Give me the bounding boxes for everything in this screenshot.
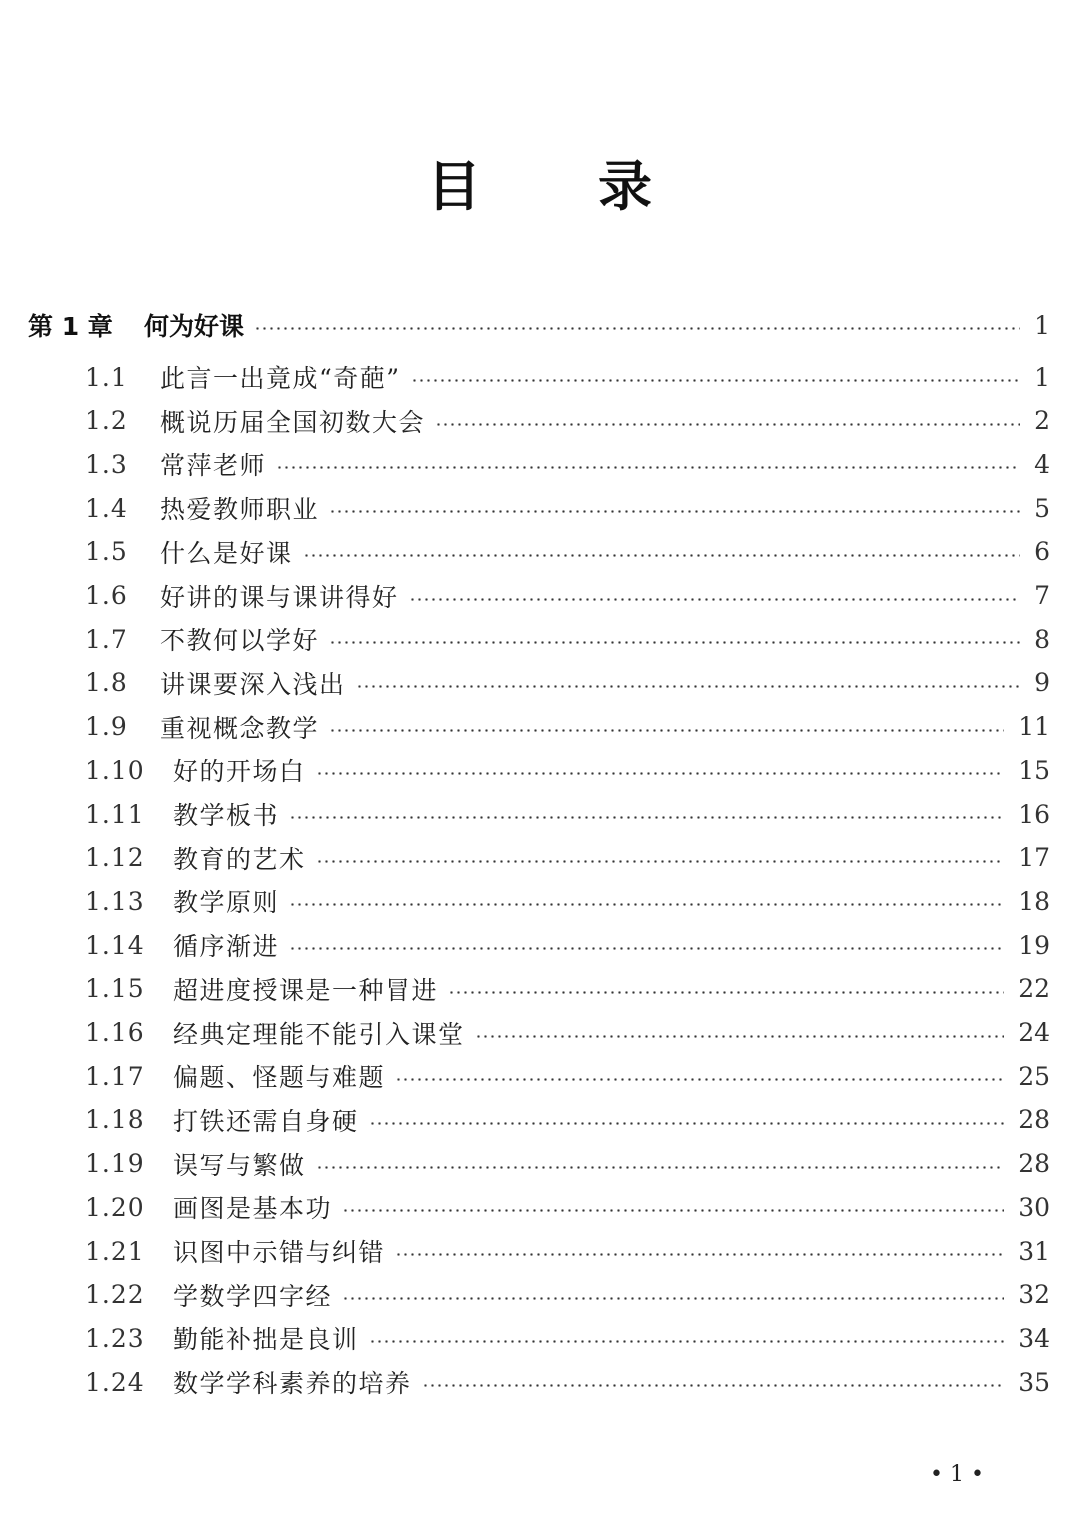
dot-leader: [254, 327, 1020, 330]
section-number: 1.8: [85, 668, 128, 698]
section-title: 概说历届全国初数大会: [160, 407, 426, 437]
toc-section-entry[interactable]: [0, 838, 1078, 878]
section-title: 热爱教师职业: [160, 495, 320, 525]
toc-section-entry[interactable]: [0, 1187, 1078, 1227]
toc-section-entry[interactable]: [0, 1318, 1078, 1358]
section-number: 1.10: [85, 755, 145, 785]
dot-leader: [289, 816, 1004, 819]
section-title: 识图中示错与纠错: [173, 1238, 386, 1267]
toc-section-entry[interactable]: [0, 1362, 1078, 1402]
section-number: 1.7: [85, 624, 128, 654]
chapter-number: 第 1 章: [28, 312, 113, 341]
section-number: 1.19: [85, 1149, 145, 1179]
dot-leader: [409, 598, 1021, 601]
section-number: 1.14: [85, 930, 145, 960]
section-number: 1.18: [85, 1105, 145, 1135]
page-title-char-2: 录: [598, 155, 652, 218]
section-number: 1.5: [85, 537, 128, 567]
toc-section-entry[interactable]: [0, 1144, 1078, 1184]
section-title: 勤能补拙是良训: [173, 1325, 359, 1355]
dot-leader: [342, 1297, 1004, 1300]
section-title: 常萍老师: [160, 451, 267, 481]
toc-chapter-entry[interactable]: [0, 305, 1078, 345]
section-page-number: 1: [1034, 362, 1050, 392]
section-page-number: 6: [1034, 537, 1050, 567]
chapter-page-number: 1: [1034, 310, 1050, 340]
dot-leader: [356, 685, 1021, 688]
dot-leader: [316, 860, 1005, 863]
dot-leader: [395, 1078, 1004, 1081]
section-title: 经典定理能不能引入课堂: [173, 1019, 465, 1049]
section-page-number: 15: [1018, 755, 1050, 785]
section-title: 重视概念教学: [160, 713, 320, 743]
toc-section-entry[interactable]: [0, 357, 1078, 397]
section-title: 画图是基本功: [173, 1194, 333, 1224]
section-title: 教育的艺术: [173, 844, 306, 874]
section-page-number: 11: [1018, 712, 1050, 742]
section-page-number: 30: [1018, 1192, 1050, 1222]
section-number: 1.12: [85, 843, 145, 873]
section-page-number: 8: [1034, 624, 1050, 654]
page-title: [0, 152, 1078, 222]
toc-section-entry[interactable]: [0, 576, 1078, 616]
section-title: 教学原则: [173, 888, 280, 918]
section-number: 1.20: [85, 1192, 145, 1222]
toc-section-entry[interactable]: [0, 794, 1078, 834]
section-page-number: 18: [1018, 886, 1050, 916]
section-number: 1.2: [85, 406, 128, 436]
section-title: 讲课要深入浅出: [160, 669, 346, 699]
section-page-number: 4: [1034, 449, 1050, 479]
section-page-number: 5: [1034, 493, 1050, 523]
toc-section-entry[interactable]: [0, 750, 1078, 790]
section-page-number: 25: [1018, 1061, 1050, 1091]
section-page-number: 34: [1018, 1323, 1050, 1353]
toc-section-entry[interactable]: [0, 532, 1078, 572]
section-number: 1.21: [85, 1236, 145, 1266]
dot-leader: [369, 1340, 1005, 1343]
page-title-char-1: 目: [427, 155, 481, 218]
section-page-number: 16: [1018, 799, 1050, 829]
section-number: 1.24: [85, 1367, 145, 1397]
section-page-number: 28: [1018, 1149, 1050, 1179]
section-number: 1.17: [85, 1061, 145, 1091]
section-title: 好的开场白: [173, 757, 306, 787]
dot-leader: [303, 554, 1021, 557]
toc-section-entry[interactable]: [0, 488, 1078, 528]
dot-leader: [395, 1253, 1004, 1256]
toc-section-entry[interactable]: [0, 1056, 1078, 1096]
section-number: 1.23: [85, 1323, 145, 1353]
section-number: 1.13: [85, 886, 145, 916]
toc-section-entry[interactable]: [0, 707, 1078, 747]
toc-section-entry[interactable]: [0, 401, 1078, 441]
section-title: 不教何以学好: [160, 626, 320, 656]
dot-leader: [448, 991, 1004, 994]
section-title: 学数学四字经: [173, 1281, 333, 1311]
dot-leader: [369, 1122, 1005, 1125]
dot-leader: [422, 1384, 1005, 1387]
section-number: 1.6: [85, 581, 128, 610]
dot-leader: [289, 947, 1004, 950]
section-number: 1.11: [85, 799, 145, 829]
dot-leader: [329, 510, 1020, 513]
section-page-number: 32: [1018, 1280, 1050, 1310]
section-page-number: 35: [1018, 1367, 1050, 1397]
section-title: 数学学科素养的培养: [173, 1369, 412, 1399]
section-number: 1.4: [85, 493, 128, 523]
section-number: 1.22: [85, 1280, 145, 1310]
dot-leader: [276, 466, 1020, 469]
section-page-number: 2: [1034, 406, 1050, 436]
section-title: 教学板书: [173, 801, 280, 830]
section-title: 什么是好课: [160, 538, 293, 568]
toc-section-entry[interactable]: [0, 444, 1078, 484]
section-title: 打铁还需自身硬: [173, 1106, 359, 1136]
section-page-number: 24: [1018, 1018, 1050, 1047]
section-title: 此言一出竟成“奇葩”: [160, 364, 401, 393]
toc-section-entry[interactable]: [0, 1100, 1078, 1140]
toc-section-entry[interactable]: [0, 1013, 1078, 1053]
section-page-number: 17: [1018, 843, 1050, 873]
dot-leader: [316, 772, 1005, 775]
toc-section-entry[interactable]: [0, 663, 1078, 703]
dot-leader: [329, 641, 1020, 644]
section-number: 1.9: [85, 712, 128, 742]
section-title: 偏题、怪题与难题: [173, 1063, 386, 1093]
dot-leader: [435, 423, 1020, 426]
section-title: 误写与繁做: [173, 1150, 306, 1180]
toc-section-entry[interactable]: [0, 881, 1078, 921]
dot-leader: [411, 379, 1021, 382]
section-page-number: 9: [1034, 668, 1050, 698]
section-number: 1.1: [85, 362, 128, 392]
toc-section-entry[interactable]: [0, 1275, 1078, 1315]
section-page-number: 7: [1034, 581, 1050, 610]
section-number: 1.15: [85, 974, 145, 1004]
section-page-number: 22: [1018, 974, 1050, 1004]
dot-leader: [342, 1209, 1004, 1212]
toc-section-entry[interactable]: [0, 925, 1078, 965]
toc-section-entry[interactable]: [0, 1231, 1078, 1271]
dot-leader: [475, 1035, 1005, 1038]
dot-leader: [289, 903, 1004, 906]
chapter-title: 何为好课: [144, 312, 245, 341]
section-title: 好讲的课与课讲得好: [160, 582, 399, 612]
section-number: 1.16: [85, 1018, 145, 1047]
section-page-number: 19: [1018, 930, 1050, 960]
section-page-number: 31: [1018, 1236, 1050, 1266]
section-page-number: 28: [1018, 1105, 1050, 1135]
section-title: 循序渐进: [173, 932, 280, 962]
section-number: 1.3: [85, 449, 128, 479]
section-title: 超进度授课是一种冒进: [173, 975, 439, 1005]
dot-leader: [316, 1166, 1005, 1169]
toc-section-entry[interactable]: [0, 619, 1078, 659]
dot-leader: [329, 729, 1004, 732]
page-footer-number: • 1 •: [930, 1462, 984, 1487]
toc-section-entry[interactable]: [0, 969, 1078, 1009]
